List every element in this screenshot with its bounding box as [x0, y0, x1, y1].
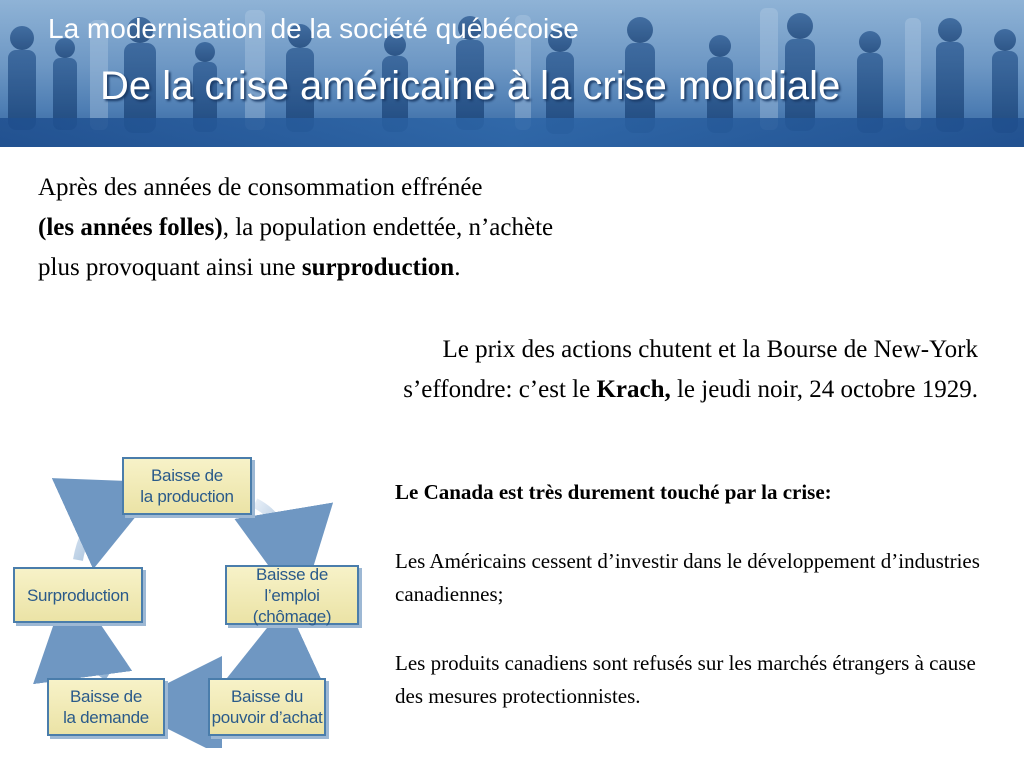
intro-line-2 [38, 208, 553, 248]
box1-line-1: Baisse de [151, 466, 223, 485]
box4-line-2: la demande [63, 708, 149, 727]
banner-strip [0, 118, 1024, 147]
intro-bold-annees-folles: (les années folles) [38, 214, 223, 241]
crisis-cycle-diagram [0, 448, 380, 748]
krach-line-2 [403, 370, 978, 410]
arrow-demande-to-surproduction [76, 628, 108, 676]
box3-line-2: pouvoir d’achat [211, 708, 323, 727]
canada-paragraph [395, 476, 1005, 713]
arrow-surproduction-to-production [78, 503, 118, 560]
box4-line-1: Baisse de [70, 687, 142, 706]
slide-subtitle: La modernisation de la société québécoise [48, 13, 579, 44]
krach-line-1: Le prix des actions chutent et la Bourse de New-York [442, 336, 978, 363]
box-baisse-demande [47, 678, 165, 736]
canada-item-2: Les produits canadiens sont refusés sur les marchés étrangers à cause des mesures protectionnistes. [395, 651, 976, 708]
canada-heading-text: Le Canada est très durement touché par la crise: [395, 480, 832, 504]
krach-line-2-end: le jeudi noir, 24 octobre 1929. [670, 376, 978, 403]
arrow-emploi-to-pouvoir [262, 626, 292, 670]
arrow-production-to-emploi [255, 503, 292, 560]
canada-item-1: Les Américains cessent d’investir dans le développement d’industries canadiennes; [395, 549, 980, 606]
krach-line-2-start: s’effondre: c’est le [403, 376, 597, 403]
canada-heading [395, 476, 1005, 509]
box-baisse-emploi [225, 565, 359, 625]
box1-line-2: la production [140, 487, 234, 506]
box3-line-1: Baisse du [231, 687, 303, 706]
krach-bold: Krach, [596, 376, 671, 403]
slide-title: De la crise américaine à la crise mondiale [100, 64, 841, 108]
intro-line-2-rest: , la population endettée, n’achète [222, 214, 554, 241]
intro-line-3 [38, 248, 553, 288]
box2-line-1: Baisse de l’emploi [256, 564, 328, 605]
box-baisse-pouvoir-achat [208, 678, 326, 736]
box5-label: Surproduction [27, 585, 129, 605]
intro-line-1: Après des années de consommation effrénée [38, 174, 483, 201]
box-surproduction [13, 567, 143, 623]
intro-paragraph [38, 168, 553, 288]
box-baisse-production [122, 457, 252, 515]
intro-line-3-end: . [454, 254, 461, 281]
intro-line-3-start: plus provoquant ainsi une [38, 254, 302, 281]
box2-line-2: (chômage) [252, 606, 332, 626]
intro-bold-surproduction: surproduction [301, 254, 455, 281]
header-banner [0, 0, 1024, 147]
krach-paragraph [403, 330, 978, 410]
